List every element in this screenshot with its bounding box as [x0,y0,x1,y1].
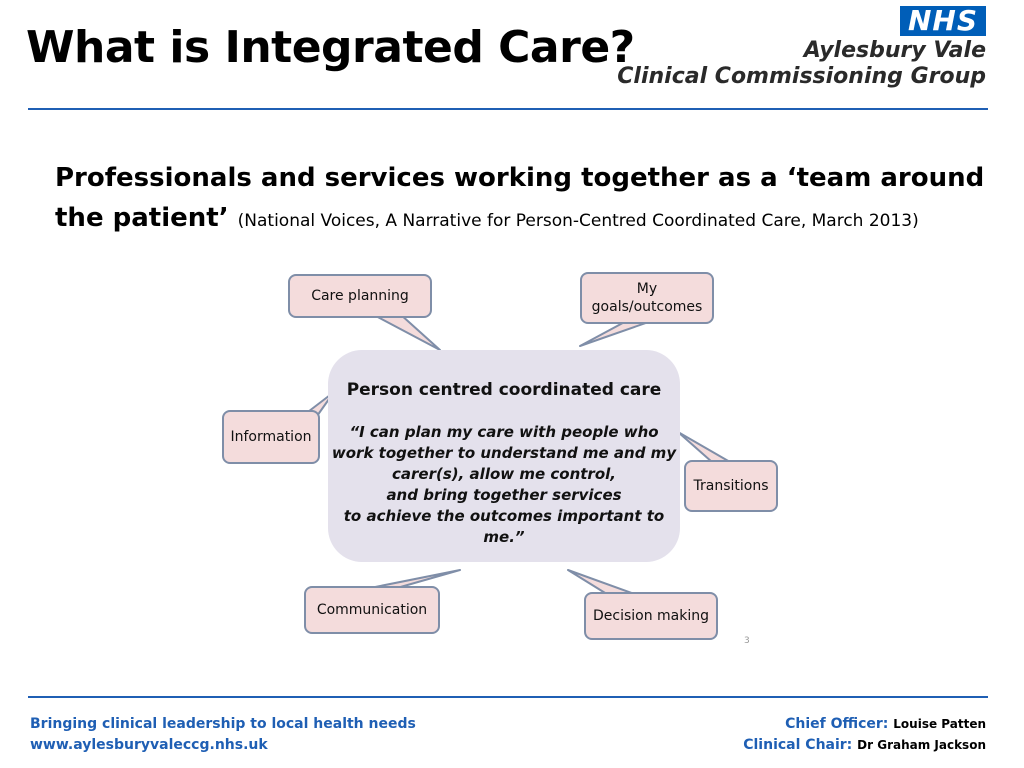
center-quote: “I can plan my care with people who work together to understand me and my carer(s), allow me control, and bring together services to achieve the outcomes important to me.” [331,423,677,546]
bubble-transitions: Transitions [684,460,778,512]
logo-org-line1: Aylesbury Vale [803,38,986,63]
bubble-my-goals: My goals/outcomes [580,272,714,324]
bubble-information: Information [222,410,320,464]
footer-tagline: Bringing clinical leadership to local health needs [30,716,416,732]
citation: (National Voices, A Narrative for Person-Centred Coordinated Care, March 2013) [237,211,919,231]
center-box [328,350,680,562]
clinical-chair-label: Clinical Chair: [743,737,853,753]
footer-divider [28,696,988,698]
tail-care-planning [372,314,440,350]
footer-left [30,714,416,756]
footer-website-link[interactable]: www.aylesburyvaleccg.nhs.uk [30,737,268,753]
clinical-chair-name: Dr Graham Jackson [857,738,986,752]
center-title: Person centred coordinated care [346,380,662,400]
nhs-badge: NHS [900,6,986,36]
page-title: What is Integrated Care? [26,22,635,73]
bubble-care-planning: Care planning [288,274,432,318]
chief-officer-label: Chief Officer: [785,716,889,732]
page-number: 3 [744,636,750,646]
bubble-decision-making: Decision making [584,592,718,640]
footer-right [743,714,986,756]
headline-text: Professionals and services working together as a ‘team around the patient’ [55,163,985,233]
tail-transitions [678,432,730,462]
logo-org-line2: Clinical Commissioning Group [617,64,986,89]
chief-officer-name: Louise Patten [893,717,986,731]
bubble-communication: Communication [304,586,440,634]
